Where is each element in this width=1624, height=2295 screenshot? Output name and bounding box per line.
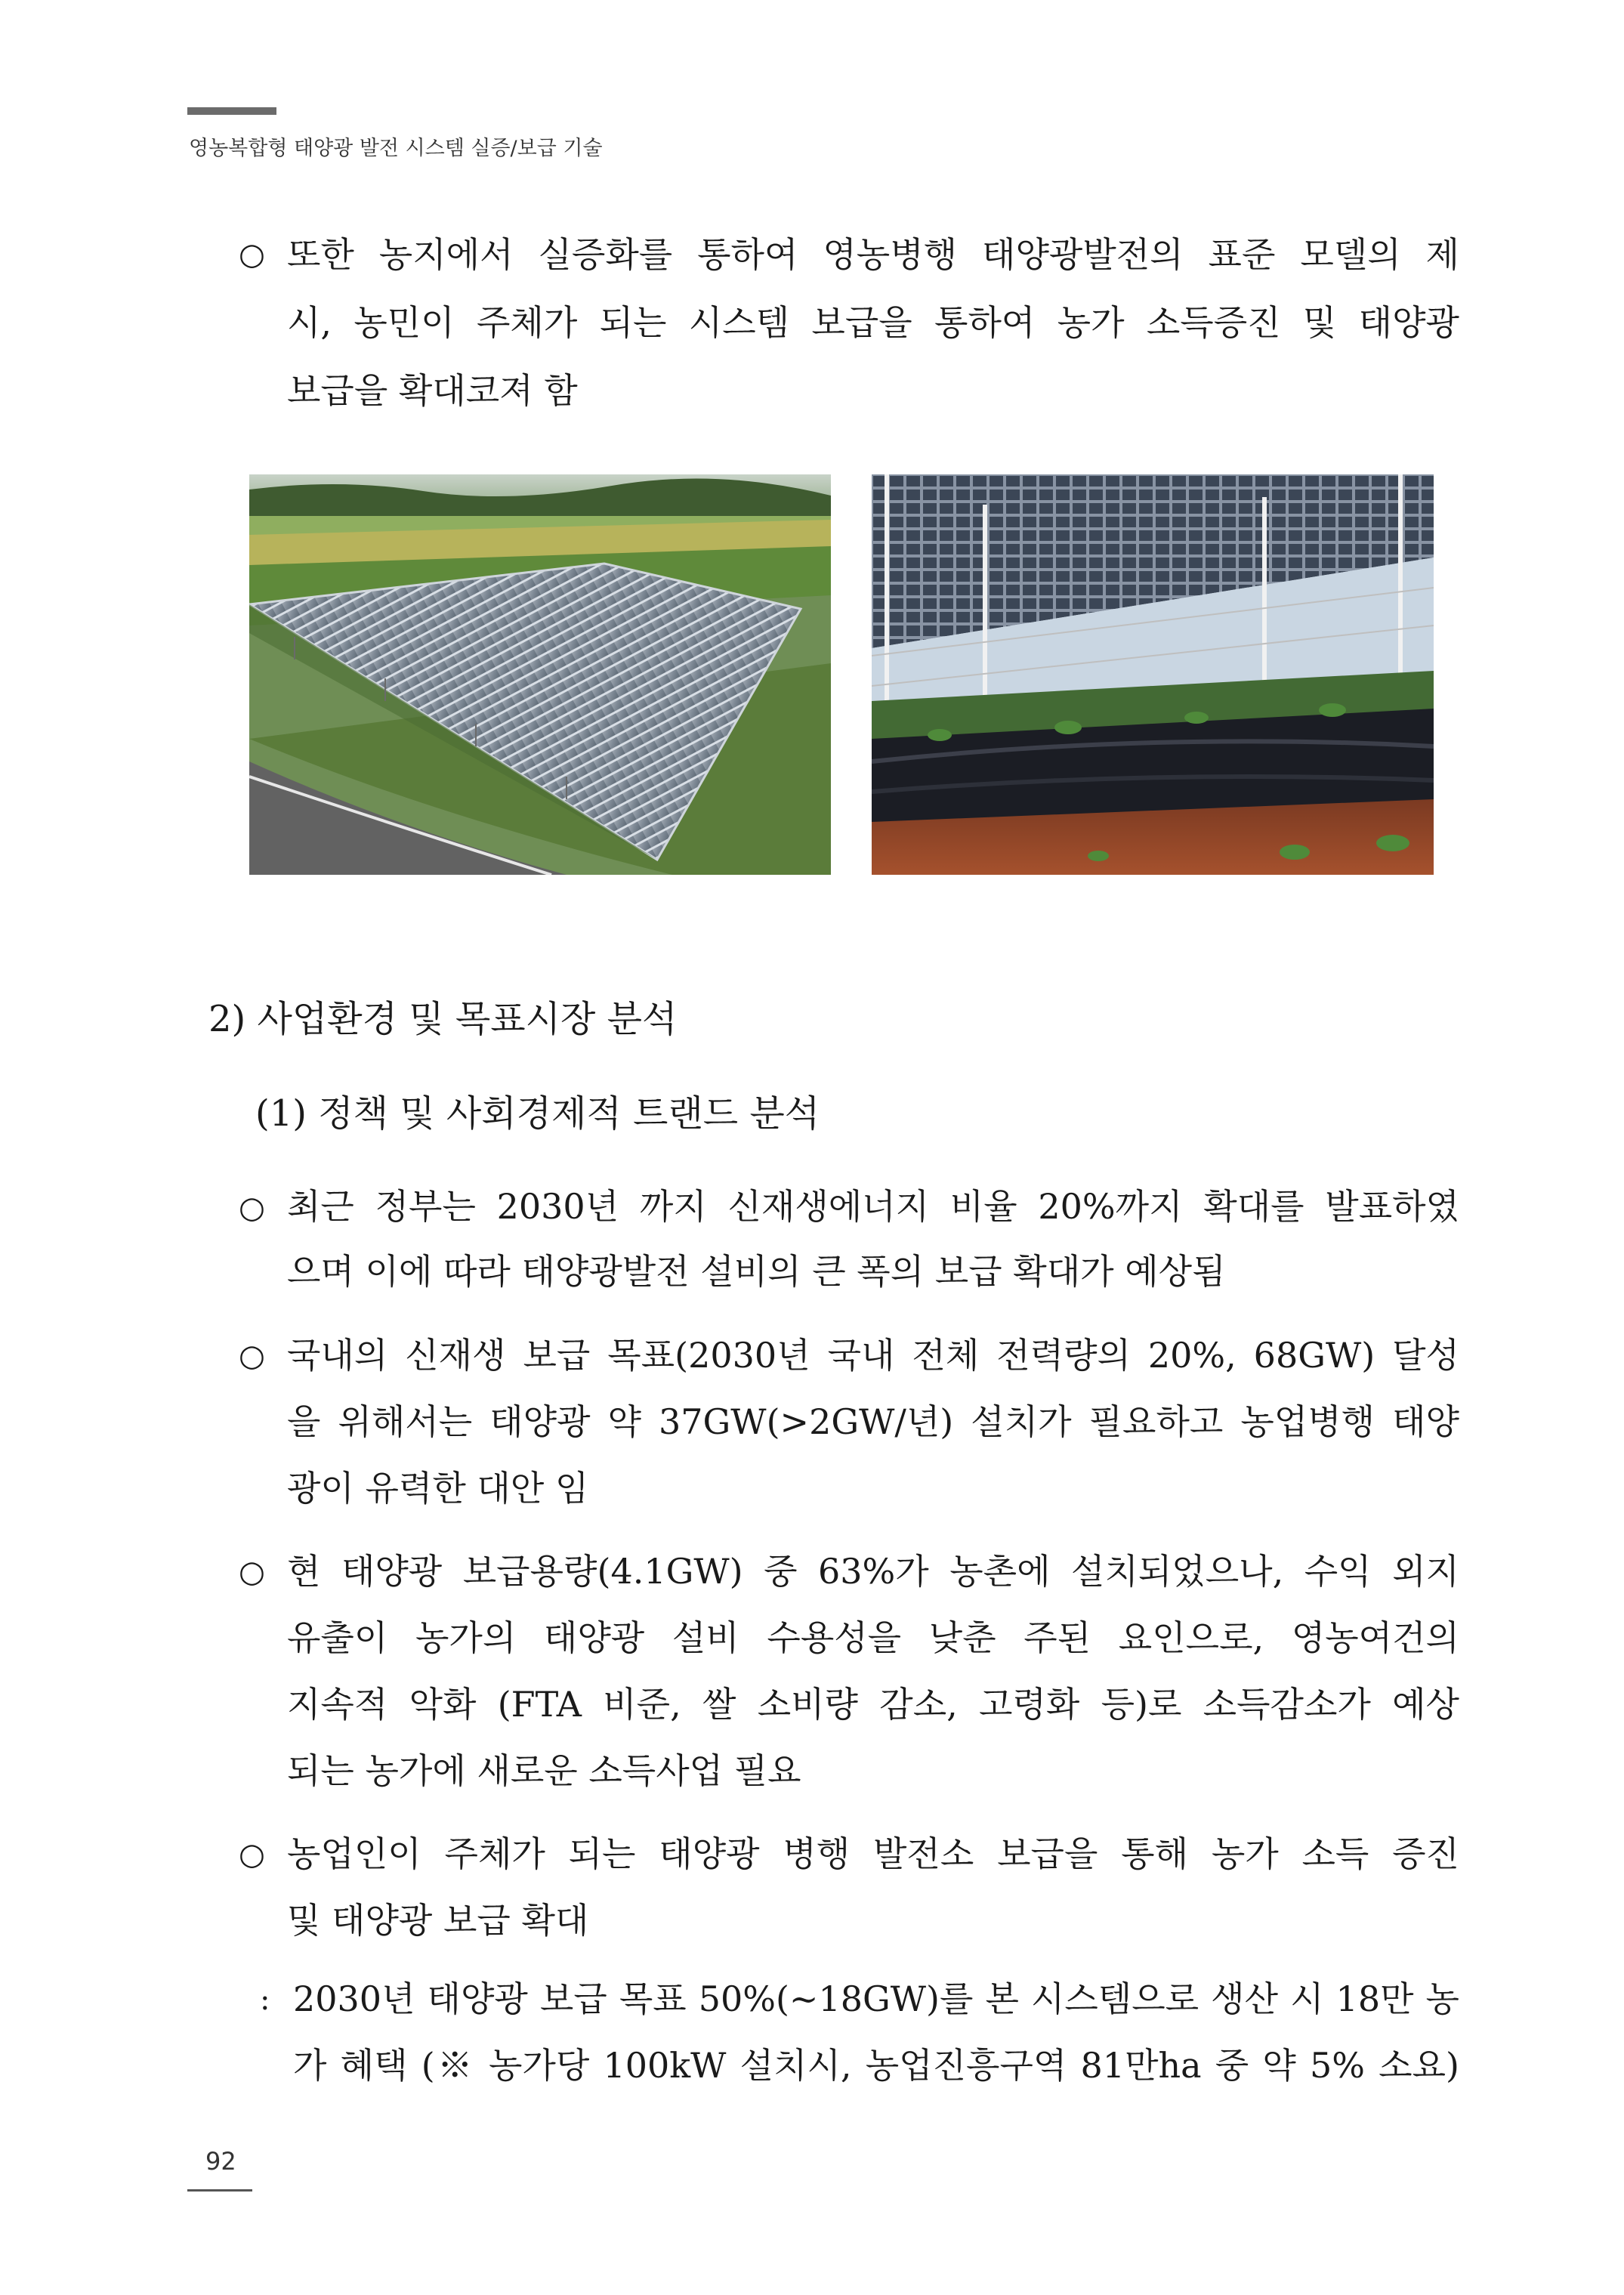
bullet-item — [287, 1322, 1459, 1521]
text-line: 유출이 농가의 태양광 설비 수용성을 낮춘 주된 요인으로, 영농여건의 — [287, 1617, 1459, 1658]
note-colon: : — [260, 1982, 270, 2017]
bullet-item — [287, 1538, 1459, 1804]
text-line: 으며 이에 따라 태양광발전 설비의 큰 폭의 보급 확대가 예상됨 — [287, 1251, 1226, 1292]
bullet-symbol: ○ — [239, 1191, 265, 1225]
bullet-item — [287, 1174, 1459, 1304]
section-heading: 2) 사업환경 및 목표시장 분석 — [208, 998, 678, 1040]
text-line: 을 위해서는 태양광 약 37GW(>2GW/년) 설치가 필요하고 농업병행 태양 — [287, 1401, 1459, 1442]
bullet-item — [287, 1821, 1459, 1954]
text-line: 2030년 태양광 보급 목표 50%(~18GW)를 본 시스템으로 생산 시 18만 농 — [293, 1978, 1459, 2019]
text-line: 국내의 신재생 보급 목표(2030년 국내 전체 전력량의 20%, 68GW) 달성 — [287, 1335, 1459, 1376]
bullet-symbol: ○ — [239, 1339, 265, 1373]
page-number: 92 — [205, 2147, 236, 2176]
aerial-solar-farm-photo — [249, 474, 831, 875]
header-bar — [187, 107, 276, 115]
footer-line — [187, 2189, 252, 2192]
note-paragraph — [293, 1966, 1459, 2099]
under-panel-crops-photo — [872, 474, 1434, 875]
under-panel-crops-image — [872, 474, 1434, 875]
subsection-heading: (1) 정책 및 사회경제적 트랜드 분석 — [255, 1092, 820, 1135]
text-line: 보급을 확대코져 함 — [287, 370, 578, 411]
running-header-title: 영농복합형 태양광 발전 시스템 실증/보급 기술 — [189, 137, 603, 160]
text-line: 또한 농지에서 실증화를 통하여 영농병행 태양광발전의 표준 모델의 제 — [287, 234, 1459, 275]
aerial-solar-farm-image — [249, 474, 831, 875]
bullet-symbol: ○ — [239, 237, 265, 272]
text-line: 가 혜택 (※ 농가당 100kW 설치시, 농업진흥구역 81만ha 중 약 5% 소요) — [293, 2045, 1459, 2086]
text-line: 및 태양광 보급 확대 — [287, 1900, 589, 1941]
text-line: 현 태양광 보급용량(4.1GW) 중 63%가 농촌에 설치되었으나, 수익 외지 — [287, 1551, 1459, 1592]
text-line: 지속적 악화 (FTA 비준, 쌀 소비량 감소, 고령화 등)로 소득감소가 예상 — [287, 1684, 1459, 1725]
intro-paragraph — [287, 221, 1459, 425]
text-line: 시, 농민이 주체가 되는 시스템 보급을 통하여 농가 소득증진 및 태양광 — [287, 302, 1459, 343]
bullet-symbol: ○ — [239, 1555, 265, 1589]
text-line: 농업인이 주체가 되는 태양광 병행 발전소 보급을 통해 농가 소득 증진 — [287, 1833, 1459, 1874]
text-line: 최근 정부는 2030년 까지 신재생에너지 비율 20%까지 확대를 발표하였 — [287, 1186, 1459, 1227]
bullet-symbol: ○ — [239, 1837, 265, 1872]
text-line: 광이 유력한 대안 임 — [287, 1468, 589, 1509]
text-line: 되는 농가에 새로운 소득사업 필요 — [287, 1750, 801, 1791]
